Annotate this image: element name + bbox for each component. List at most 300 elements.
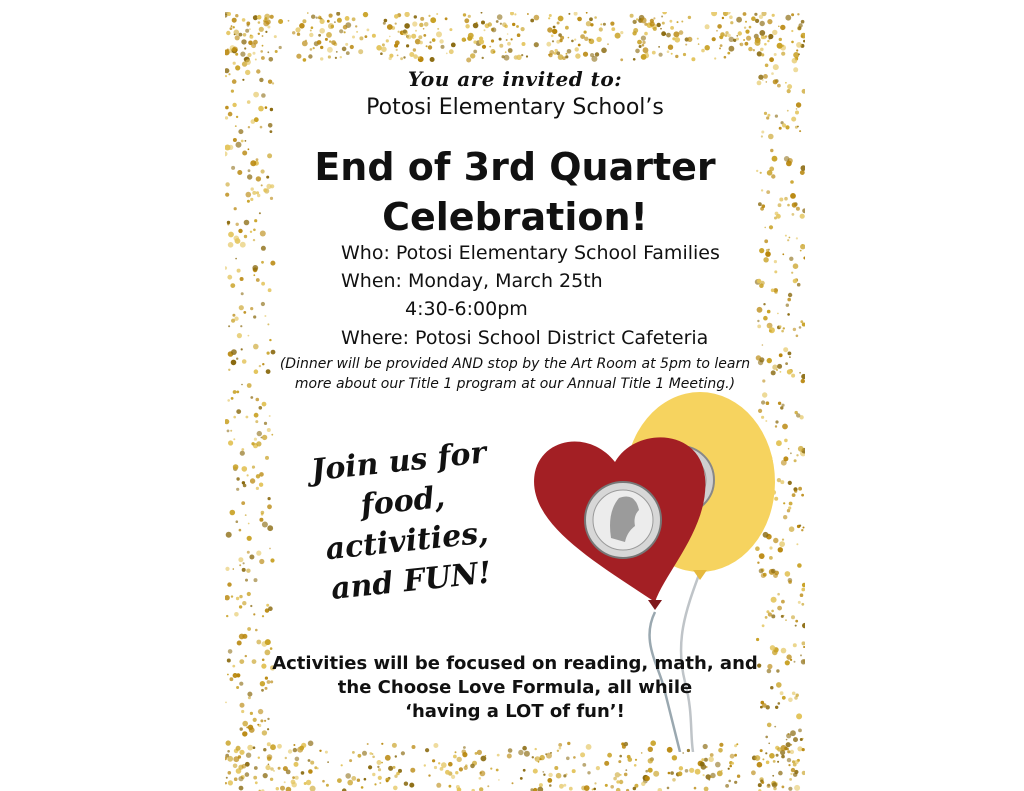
gold-dot (268, 606, 273, 611)
gold-dot (226, 532, 232, 538)
gold-dot (636, 18, 638, 20)
gold-dot (262, 730, 267, 735)
gold-dot (607, 753, 612, 758)
gold-dot (720, 32, 725, 37)
gold-dot (577, 17, 582, 22)
gold-dot (766, 761, 770, 765)
gold-dot (243, 33, 247, 37)
gold-dot (284, 781, 286, 783)
gold-dot (247, 745, 253, 751)
gold-dot (322, 780, 325, 783)
gold-dot (303, 58, 307, 62)
gold-dot (236, 477, 239, 480)
gold-dot (244, 47, 246, 49)
gold-dot (236, 597, 239, 600)
gold-dot (320, 19, 325, 24)
gold-dot (253, 52, 256, 55)
gold-dot (761, 131, 764, 134)
gold-dot (613, 777, 617, 781)
gold-dot (768, 34, 773, 39)
gold-dot (568, 37, 570, 39)
gold-dot (336, 12, 340, 16)
gold-dot (337, 778, 342, 783)
gold-dot (610, 785, 614, 789)
where-line: Where: Potosi School District Cafeteria (341, 327, 709, 349)
gold-dot (671, 53, 673, 55)
gold-dot (749, 26, 752, 29)
gold-dot (758, 783, 762, 787)
gold-dot (258, 709, 263, 714)
gold-dot (235, 35, 240, 40)
gold-dot (788, 764, 790, 766)
gold-dot (269, 548, 271, 550)
gold-dot (763, 303, 765, 305)
gold-dot (331, 25, 334, 28)
gold-dot (530, 19, 534, 23)
gold-dot (239, 305, 244, 310)
gold-dot (803, 40, 805, 43)
gold-dot (261, 689, 264, 692)
callout-line-2: food, (359, 479, 447, 524)
gold-dot (768, 134, 774, 140)
gold-dot (367, 29, 370, 32)
gold-dot (225, 567, 229, 571)
gold-dot (257, 15, 262, 20)
gold-dot (380, 52, 383, 55)
join-us-callout (297, 432, 513, 612)
gold-dot (320, 57, 323, 60)
gold-dot (359, 36, 363, 40)
gold-dot (239, 682, 243, 686)
gold-dot (340, 56, 342, 58)
gold-dot (232, 18, 237, 23)
gold-dot (479, 787, 483, 791)
gold-dot (569, 787, 573, 791)
gold-dot (463, 746, 466, 749)
gold-dot (233, 26, 235, 28)
gold-dot (341, 764, 343, 766)
gold-dot (269, 57, 274, 62)
gold-dot (685, 769, 689, 773)
gold-dot (436, 31, 442, 37)
gold-dot (259, 559, 264, 564)
gold-dot (634, 764, 637, 767)
gold-dot (432, 759, 435, 762)
gold-dot (396, 49, 398, 51)
gold-dot (675, 55, 678, 58)
gold-dot (790, 773, 792, 775)
gold-dot (319, 15, 321, 17)
gold-dot (506, 39, 508, 41)
gold-dot (582, 763, 586, 767)
gold-dot (363, 12, 368, 17)
gold-dot (426, 45, 428, 47)
who-line: Who: Potosi Elementary School Families (341, 242, 720, 264)
gold-dot (228, 369, 230, 371)
gold-dot (556, 40, 560, 44)
gold-dot (261, 282, 265, 286)
gold-dot (797, 283, 801, 287)
gold-dot (791, 30, 793, 32)
gold-dot (706, 774, 711, 779)
gold-dot (252, 265, 258, 271)
gold-dot (249, 555, 254, 560)
gold-dot (543, 774, 545, 776)
gold-dot (743, 12, 747, 16)
gold-dot (791, 41, 794, 44)
gold-dot (644, 32, 648, 36)
gold-dot (430, 17, 436, 23)
gold-dot (514, 13, 516, 15)
gold-dot (328, 55, 331, 58)
gold-dot (757, 279, 762, 284)
gold-dot (227, 582, 231, 586)
gold-dot (491, 39, 494, 42)
gold-dot (547, 778, 552, 783)
gold-dot (436, 783, 441, 788)
gold-dot (512, 782, 514, 784)
gold-dot (764, 43, 767, 46)
gold-dot (241, 348, 243, 350)
gold-dot (757, 307, 763, 313)
gold-dot (257, 431, 262, 436)
gold-dot (250, 396, 253, 399)
gold-dot (234, 317, 238, 321)
gold-dot (247, 627, 251, 631)
gold-dot (744, 27, 746, 29)
gold-dot (463, 13, 466, 16)
gold-dot (267, 51, 269, 53)
gold-dot (343, 25, 348, 30)
gold-dot (520, 777, 523, 780)
gold-dot (575, 53, 580, 58)
gold-dot (777, 364, 782, 369)
gold-dot (481, 12, 483, 14)
gold-dot (641, 752, 643, 754)
gold-dot (668, 45, 673, 50)
gold-dot (266, 604, 269, 607)
gold-dot (791, 374, 795, 378)
gold-dot (736, 17, 742, 23)
gold-dot (635, 49, 640, 54)
yellow-balloon-knot (693, 570, 707, 580)
gold-dot (552, 40, 554, 42)
gold-dot (331, 40, 336, 45)
gold-dot (481, 21, 485, 25)
gold-dot (534, 15, 540, 21)
gold-dot (763, 257, 768, 262)
gold-dot (342, 47, 347, 52)
gold-dot (586, 21, 591, 26)
gold-dot (246, 416, 249, 419)
gold-dot (534, 42, 539, 47)
gold-dot (267, 26, 270, 29)
gold-dot (355, 25, 357, 27)
gold-dot (578, 44, 581, 47)
gold-dot (736, 35, 738, 37)
gold-dot (451, 43, 456, 48)
gold-dot (633, 787, 637, 791)
gold-dot (236, 520, 239, 523)
gold-dot (566, 53, 568, 55)
gold-dot (662, 22, 665, 25)
gold-dot (772, 782, 777, 787)
gold-dot (410, 768, 415, 773)
gold-dot (772, 14, 775, 17)
gold-dot (412, 745, 416, 749)
gold-dot (225, 419, 229, 424)
gold-dot (641, 54, 647, 60)
gold-dot (662, 12, 667, 14)
gold-dot (710, 753, 714, 757)
gold-dot (682, 752, 684, 754)
gold-dot (297, 33, 300, 36)
gold-dot (777, 313, 779, 315)
gold-dot (428, 45, 432, 49)
gold-dot (236, 358, 238, 360)
gold-dot (618, 760, 621, 763)
gold-dot (253, 746, 256, 749)
gold-dot (558, 16, 564, 22)
gold-dot (600, 23, 602, 25)
gold-dot (787, 313, 790, 316)
gold-dot (734, 781, 737, 784)
gold-dot (259, 406, 263, 410)
gold-dot (299, 23, 305, 29)
gold-dot (248, 696, 251, 699)
gold-dot (351, 776, 356, 781)
gold-dot (280, 786, 285, 791)
gold-dot (703, 774, 705, 776)
gold-dot (728, 780, 731, 783)
gold-dot (532, 756, 534, 758)
gold-dot (731, 762, 734, 765)
gold-dot (781, 755, 785, 759)
quarter-coin-front-icon (585, 482, 661, 558)
gold-dot (789, 356, 791, 358)
gold-dot (245, 655, 247, 657)
gold-dot (409, 783, 414, 788)
gold-dot (254, 413, 259, 418)
gold-dot (345, 43, 348, 46)
gold-dot (227, 756, 233, 762)
gold-dot (253, 344, 259, 350)
event-title-line-2: Celebration! (382, 195, 648, 239)
gold-dot (259, 483, 263, 487)
gold-dot (445, 17, 448, 20)
gold-dot (498, 779, 500, 781)
gold-dot (791, 272, 793, 274)
gold-dot (350, 45, 354, 49)
gold-dot (516, 55, 521, 60)
gold-dot (236, 746, 241, 751)
gold-dot (772, 30, 777, 35)
gold-dot (389, 36, 391, 38)
gold-dot (796, 335, 799, 338)
gold-dot (748, 47, 752, 51)
gold-dot (236, 686, 239, 689)
gold-dot (257, 724, 259, 726)
gold-dot (783, 327, 785, 329)
gold-dot (404, 12, 409, 17)
gold-dot (248, 126, 250, 128)
gold-dot (361, 786, 364, 789)
gold-dot (254, 369, 259, 374)
gold-dot (270, 778, 273, 781)
gold-dot (310, 48, 313, 51)
gold-dot (552, 29, 557, 34)
gold-dot (372, 773, 375, 776)
gold-dot (255, 781, 258, 784)
gold-dot (457, 757, 462, 762)
gold-dot (382, 43, 385, 46)
gold-dot (270, 558, 274, 562)
gold-dot (263, 748, 266, 751)
gold-dot (249, 28, 251, 30)
gold-dot (605, 784, 608, 787)
gold-dot (596, 37, 601, 42)
gold-dot (227, 750, 230, 753)
gold-dot (310, 761, 314, 765)
event-title (225, 142, 805, 242)
gold-dot (477, 750, 482, 755)
gold-dot (242, 568, 246, 572)
gold-dot (383, 22, 386, 25)
gold-dot (462, 38, 466, 42)
gold-dot (248, 523, 250, 525)
gold-dot (329, 14, 333, 18)
gold-dot (400, 57, 403, 60)
gold-dot (499, 44, 503, 48)
gold-dot (473, 40, 476, 43)
gold-dot (729, 765, 732, 768)
gold-dot (239, 595, 242, 598)
gold-dot (242, 18, 246, 22)
gold-dot (755, 19, 759, 23)
gold-dot (762, 379, 765, 382)
gold-dot (729, 15, 733, 19)
gold-dot (238, 776, 243, 781)
gold-dot (367, 743, 369, 745)
gold-dot (599, 27, 603, 31)
gold-dot (782, 786, 785, 789)
gold-dot (411, 34, 416, 39)
gold-dot (243, 484, 247, 488)
gold-dot (267, 428, 271, 432)
gold-dot (565, 55, 568, 58)
gold-dot (440, 767, 444, 771)
gold-dot (595, 52, 599, 56)
gold-dot (738, 31, 742, 35)
gold-dot (789, 778, 792, 781)
gold-dot (708, 757, 714, 763)
gold-dot (268, 288, 272, 292)
gold-dot (672, 755, 677, 760)
gold-dot (270, 130, 273, 133)
gold-dot (551, 35, 554, 38)
gold-dot (729, 46, 735, 52)
gold-dot (347, 780, 353, 786)
gold-dot (566, 757, 570, 761)
gold-dot (683, 53, 686, 56)
gold-dot (291, 780, 296, 785)
gold-dot (774, 260, 777, 263)
gold-dot (365, 35, 368, 38)
gold-dot (230, 430, 232, 432)
gold-dot (687, 37, 692, 42)
gold-dot (537, 787, 543, 791)
gold-dot (777, 43, 783, 49)
gold-dot (717, 24, 722, 29)
gold-dot (782, 123, 786, 127)
gold-dot (394, 775, 397, 778)
gold-dot (310, 786, 316, 791)
gold-dot (327, 20, 330, 23)
gold-dot (725, 34, 728, 37)
gold-dot (548, 773, 552, 777)
gold-dot (265, 456, 269, 460)
flyer (225, 12, 805, 791)
gold-dot (237, 269, 241, 273)
gold-dot (796, 42, 802, 48)
gold-dot (239, 529, 242, 532)
gold-dot (484, 29, 486, 31)
gold-dot (797, 13, 799, 15)
gold-dot (247, 536, 252, 541)
gold-dot (311, 26, 314, 29)
gold-dot (479, 777, 482, 780)
gold-dot (430, 57, 435, 62)
gold-dot (727, 52, 730, 55)
gold-dot (437, 28, 439, 30)
gold-dot (627, 755, 631, 759)
gold-dot (313, 47, 315, 49)
gold-dot (455, 751, 457, 753)
gold-dot (267, 504, 272, 509)
gold-dot (719, 47, 721, 49)
gold-dot (227, 659, 231, 663)
gold-dot (439, 39, 443, 43)
gold-dot (379, 782, 381, 784)
gold-dot (267, 742, 271, 746)
gold-dot (266, 369, 271, 374)
gold-dot (558, 33, 562, 37)
gold-dot (705, 45, 710, 50)
gold-dot (240, 325, 242, 327)
gold-dot (336, 51, 338, 53)
gold-dot (653, 27, 657, 31)
gold-dot (521, 27, 525, 31)
gold-dot (319, 750, 321, 752)
gold-dot (757, 320, 759, 322)
gold-dot (261, 246, 266, 251)
callout-line-4: and FUN! (329, 555, 493, 607)
gold-dot (558, 54, 564, 60)
gold-dot (227, 275, 232, 280)
gold-dot (639, 45, 642, 48)
gold-dot (642, 44, 645, 47)
gold-dot (301, 771, 305, 775)
gold-dot (755, 40, 761, 46)
gold-dot (672, 778, 676, 782)
gold-dot (499, 38, 502, 41)
gold-dot (756, 355, 761, 360)
gold-dot (349, 759, 352, 762)
gold-dot (308, 759, 311, 762)
gold-dot (745, 21, 747, 23)
gold-dot (368, 765, 372, 769)
gold-dot (238, 557, 243, 562)
